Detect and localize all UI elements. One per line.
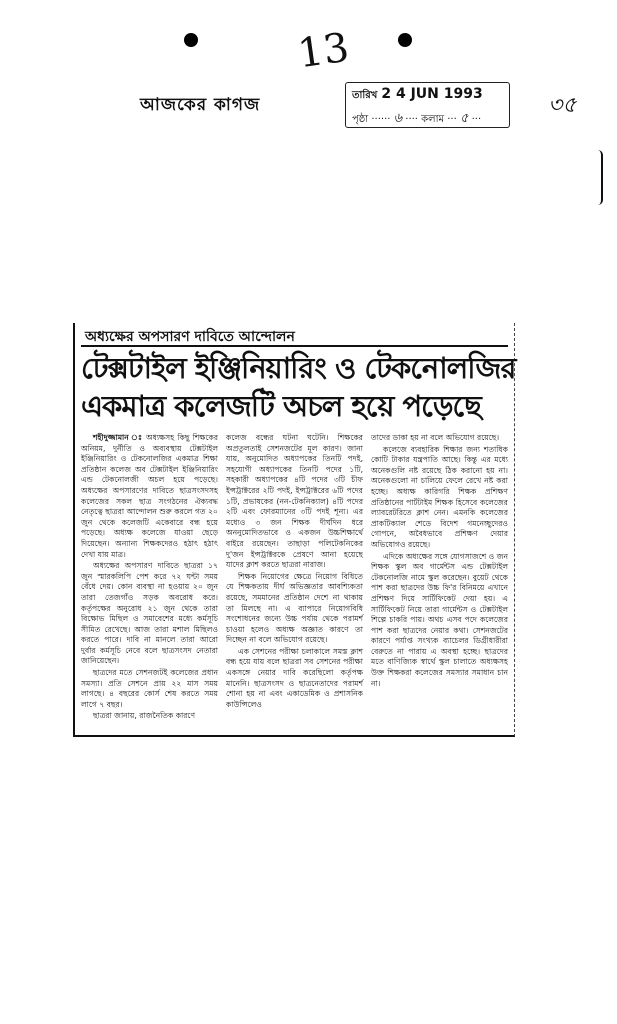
headline-line-1: টেক্সটাইল ইঞ্জিনিয়ারিং ও টেকনোলজির [81,351,516,385]
paragraph: তাদের ডাকা হয় না বলে অভিযোগ রয়েছে। [371,433,500,442]
article-kicker: অধ্যক্ষের অপসারণ দাবিতে আন্দোলন [85,329,295,345]
paragraph: কলেজ বন্ধের ঘটনা ঘটেনি। শিক্ষকের অপ্রতুলতাই সেশনজটের মূল কারণ। জানা যায়, অনুমোদিত অধ্যাপকের তিনটি পদই, সহযোগী অধ্যাপকের তিনটি পদের ১টি, সহকারী অধ্যাপকের ৪টি পদের ৩টি চীফ ইন্সট্রাক্টরের ২টি পদই, ইন্সট্রাক্টরের ৬টি পদের ১টি, প্রভাষকের (নন-টেকনিক্যাল) ৪টি পদের ২টি এবং ফোরম্যানের ৩টি পদই শূন্য। এর মধ্যেও ৩ জন শিক্ষক দীর্ঘদিন ধরে অননুমোদিতভাবে ও একজন উচ্চশিক্ষার্থে বাইরে রয়েছেন। তাছাড়া পলিটেকনিকের দু'জন ইন্সট্রাক্টরকে প্রেষণে আনা হয়েছে যাদের ক্লাশ করতে ছাত্ররা নারাজ। [226,433,363,570]
column-value: ৫ [459,111,469,126]
divider [81,345,508,347]
news-clipping [73,323,515,737]
newspaper-name: আজকের কাগজ [140,95,261,115]
paragraph: কলেজে ব্যবহারিক শিক্ষার জন্য শতাধিক কোটি টাকার যন্ত্রপাতি আছে। কিন্তু এর মধ্যে অনেকগুলি নষ্ট রয়েছে ঠিক করানো হয় না। অনেকগুলো না চালিয়ে ফেলে রেখে নষ্ট করা হচ্ছে। অধ্যক্ষ কারিগরি শিক্ষক প্রশিক্ষণ প্রতিষ্ঠানের পার্টটাইম শিক্ষক হিসেবে কলেজের ল্যাবরেটরিতে ক্লাশ নেন। এমনকি কলেজের প্রাকটিক্যাল শেডে বিদেশ গমনেচ্ছুদেরও গোপনে, অবৈধভাবে প্রশিক্ষণ দেয়ার অভিযোগও রয়েছে। [371,444,508,549]
margin-mark [598,150,603,205]
article-column-1 [81,433,218,723]
date-stamp: তারিখ 2 4 JUN 1993 পৃষ্ঠা ······ ৬ ···· কলাম ··· ৫ ··· [345,82,510,128]
paragraph: এদিকে অধ্যক্ষের সঙ্গে যোগসাজশে ও জন শিক্ষক স্কুল অব গার্মেন্টস এন্ড টেক্সটাইল টেকনোলজি নামে স্কুল করেছেন। বুয়েট থেকে পাশ করা ছাত্রদের উচ্চ ফি'র বিনিময়ে এখানে প্রশিক্ষণ দিয়ে সার্টিফিকেট দেয়া হয়। এ সার্টিফিকেট নিয়ে তারা গার্মেন্টস ও টেক্সটাইল শিল্পে চাকরি পায়। অথচ এসব পদে কলেজের পাশ করা ছাত্রদের নেয়ার কথা। সেশনজটের কারণে পর্যাপ্ত সংখ্যক ব্যাচেলর ডিগ্রীধারীরা বেরুতে না পারায় এ অবস্থা হচ্ছে। ছাত্রদের মতে বাণিজ্যিক স্বার্থে স্কুল চালাতে অধ্যক্ষসহ উক্ত শিক্ষকরা কলেজের সমস্যার সমাধান চান না। [371,551,508,688]
punch-hole [398,33,412,47]
paragraph: অধ্যক্ষসহ কিছু শিক্ষকের অনিয়ম, দুর্নীতি ও অব্যবস্থায় টেক্সটাইল ইঞ্জিনিয়ারিং ও টেকনোলজির একমাত্র শিক্ষা প্রতিষ্ঠান কলেজ অব টেক্সটাইল ইঞ্জিনিয়ারিং এন্ড টেকনোলজী অচল হয়ে পড়েছে। অধ্যক্ষের অপসারণের দাবিতে ছাত্রসংসদসহ কলেজের সকল ছাত্র সংগঠনের ঐক্যবদ্ধ নেতৃত্বে ছাত্ররা আন্দোলন শুরু করলে গত ২০ জুন থেকে কলেজটি একেবারে বন্ধ হয়ে পড়েছে। অধ্যক্ষ কলেজে যাওয়া ছেড়ে দিয়েছেন। অন্যান্য শিক্ষকদেরও হঠাৎ হঠাৎ দেখা যায় মাত্র। [81,433,219,559]
article-body [81,433,508,723]
article-headline [81,349,515,425]
date-label: তারিখ [352,90,378,101]
punch-hole [184,33,198,47]
byline: শহীদুজ্জামান ঃ [93,433,143,442]
article-column-2 [226,433,363,723]
page-label: পৃষ্ঠা [352,114,369,125]
handwritten-corner-note: ৩৫ [548,93,577,118]
paragraph: অধ্যক্ষের অপসারণ দাবিতে ছাত্ররা ১৭ জুন স্মারকলিপি পেশ করে ৭২ ঘন্টা সময় বেঁধে দেয়। কোন ব্যবস্থা না হওয়ায় ২০ জুন তারা তেজগাঁও সড়ক অবরোধ করে। কর্তৃপক্ষের অনুরোধ ২১ জুন থেকে তারা বিক্ষোভ মিছিল ও সমাবেশের মধ্যে কর্মসূচি সীমিত রেখেছে। আজ তারা মশাল মিছিলও করতে পারে। দাবি না মানলে তারা আরো দুর্বার কর্মসূচি নেবে বলে ছাত্রসংসদ নেতারা জানিয়েছেন। [81,561,218,666]
headline-line-2: একমাত্র কলেজটি অচল হয়ে পড়েছে [81,389,481,423]
paragraph: শিক্ষক নিয়োগের ক্ষেত্রে নিয়োগ বিধিতে যে শিক্ষকতায় দীর্ঘ অভিজ্ঞতার আবশ্যিকতা রয়েছে, সমমানের প্রতিষ্ঠান দেশে না থাকায় তা মিলছে না। এ ব্যাপারে নিয়োগবিধি সংশোধনের জন্যে উচ্চ পর্যায় থেকে পরামর্শ চাওয়া হলেও অধ্যক্ষ অজ্ঞাত কারণে তা দিচ্ছেন না বলে অভিযোগ রয়েছে। [226,571,363,645]
column-label: কলাম [421,114,445,125]
paragraph: ছাত্ররা জানায়, রাজনৈতিক কারণে [93,711,196,721]
article-column-3 [371,433,508,723]
handwritten-page-number: 13 [295,24,352,78]
paragraph: ছাত্রদের মতে সেশনজটই কলেজের প্রধান সমস্যা। প্রতি সেশনে প্রায় ২২ মাস সময় লাগছে। ৪ বছরের কোর্স শেষ করতে সময় লাগে ৭ বছর। [81,668,218,709]
page-value: ৬ [393,111,403,126]
paragraph: এক সেশনের পরীক্ষা চলাকালে সমস্ত ক্লাশ বন্ধ হয়ে যায় বলে ছাত্ররা সব সেশনের পরীক্ষা একসঙ্গে নেয়ার দাবি করেছিলো কর্তৃপক্ষ মানেনি। ছাত্রসংসদ ও ছাত্রনেতাদের পরামর্শ শোনা হয় না এবং একাডেমিক ও প্রশাসনিক কাউন্সিলেও [226,646,363,709]
stamp-date: 2 4 JUN 1993 [381,86,483,102]
